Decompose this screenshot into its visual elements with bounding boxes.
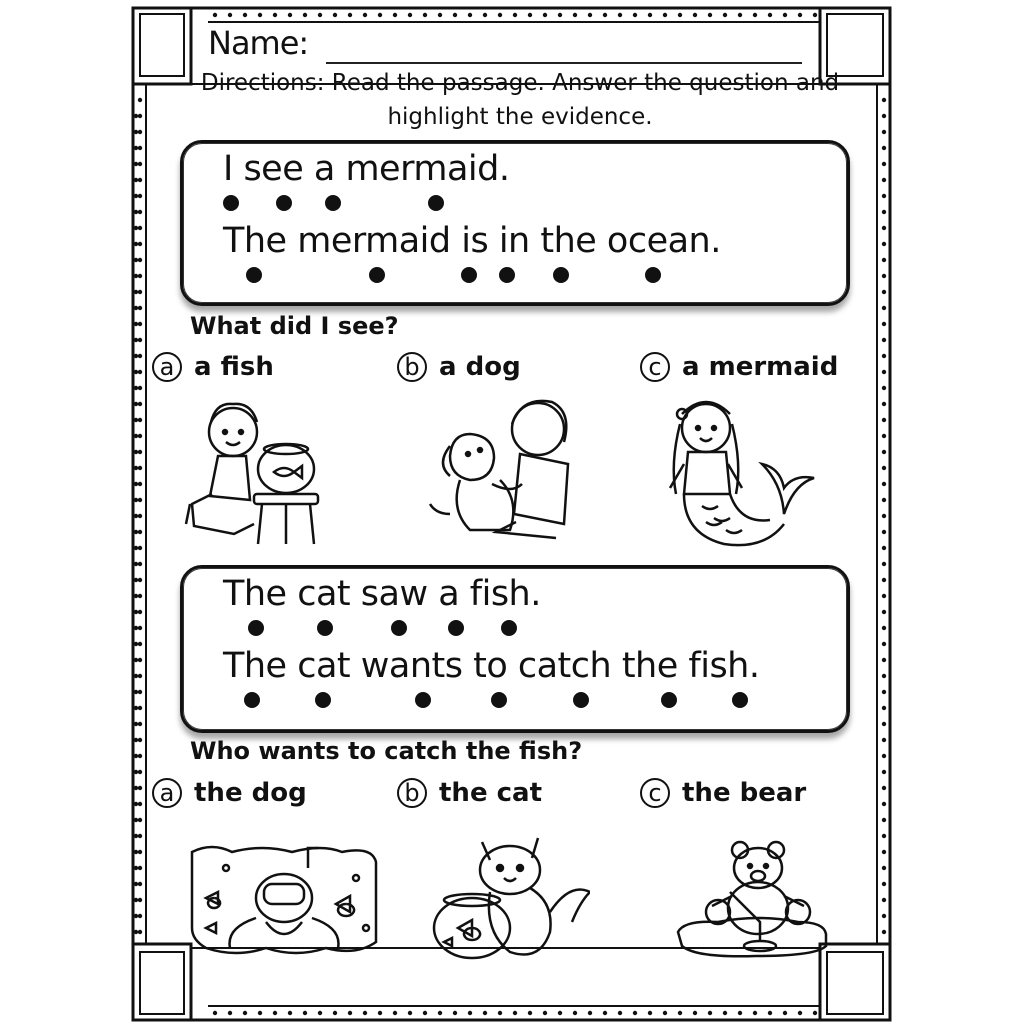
q1-option-a[interactable] bbox=[152, 352, 274, 382]
word-dot bbox=[317, 620, 333, 636]
mermaid-picture bbox=[662, 394, 817, 552]
passage-box-1 bbox=[180, 140, 850, 306]
boy-fishbowl-picture bbox=[178, 394, 323, 549]
word-dot bbox=[732, 692, 748, 708]
word-dot bbox=[461, 267, 477, 283]
word-dot bbox=[276, 195, 292, 211]
option-text: the cat bbox=[439, 778, 543, 808]
option-text: a fish bbox=[194, 352, 274, 382]
q2-option-b[interactable] bbox=[397, 778, 542, 808]
option-letter-circle[interactable]: b bbox=[397, 778, 427, 808]
directions-line-1: Directions: Read the passage. Answer the question and bbox=[200, 70, 840, 96]
passage-box-2 bbox=[180, 565, 850, 733]
word-dot bbox=[248, 620, 264, 636]
option-letter-circle[interactable]: a bbox=[152, 778, 182, 808]
bear-fishing-picture bbox=[672, 836, 830, 964]
word-dot bbox=[415, 692, 431, 708]
directions bbox=[180, 66, 860, 134]
name-label: Name: bbox=[208, 24, 309, 62]
name-field[interactable] bbox=[326, 62, 802, 64]
word-dot bbox=[499, 267, 515, 283]
option-letter-circle[interactable]: a bbox=[152, 352, 182, 382]
boy-dog-picture bbox=[420, 394, 580, 552]
word-dot bbox=[645, 267, 661, 283]
word-dot bbox=[223, 195, 239, 211]
word-dot bbox=[448, 620, 464, 636]
question-2: Who wants to catch the fish? bbox=[190, 737, 583, 765]
passage-2-sentence-1[interactable]: The cat saw a fish. bbox=[223, 574, 541, 614]
passage-1-sentence-2[interactable]: The mermaid is in the ocean. bbox=[223, 221, 721, 261]
option-letter-circle[interactable]: c bbox=[640, 778, 670, 808]
option-text: a dog bbox=[439, 352, 521, 382]
word-dot bbox=[573, 692, 589, 708]
word-dot bbox=[391, 620, 407, 636]
word-dot bbox=[553, 267, 569, 283]
word-dot bbox=[246, 267, 262, 283]
cat-fishbowl-picture bbox=[430, 832, 590, 966]
word-dot bbox=[661, 692, 677, 708]
passage-1-sentence-1[interactable]: I see a mermaid. bbox=[223, 149, 510, 189]
option-letter-circle[interactable]: b bbox=[397, 352, 427, 382]
q2-option-a[interactable] bbox=[152, 778, 307, 808]
word-dot bbox=[491, 692, 507, 708]
option-text: the dog bbox=[194, 778, 307, 808]
word-dot bbox=[428, 195, 444, 211]
word-dot bbox=[244, 692, 260, 708]
option-text: the bear bbox=[682, 778, 807, 808]
option-letter-circle[interactable]: c bbox=[640, 352, 670, 382]
q1-option-c[interactable] bbox=[640, 352, 838, 382]
word-dot bbox=[501, 620, 517, 636]
q1-option-b[interactable] bbox=[397, 352, 521, 382]
q2-option-c[interactable] bbox=[640, 778, 806, 808]
dog-snorkel-picture bbox=[186, 838, 382, 962]
directions-line-2: highlight the evidence. bbox=[387, 104, 653, 130]
passage-2-sentence-2[interactable]: The cat wants to catch the fish. bbox=[223, 646, 760, 686]
word-dot bbox=[315, 692, 331, 708]
option-text: a mermaid bbox=[682, 352, 839, 382]
word-dot bbox=[325, 195, 341, 211]
word-dot bbox=[369, 267, 385, 283]
question-1: What did I see? bbox=[190, 312, 399, 340]
